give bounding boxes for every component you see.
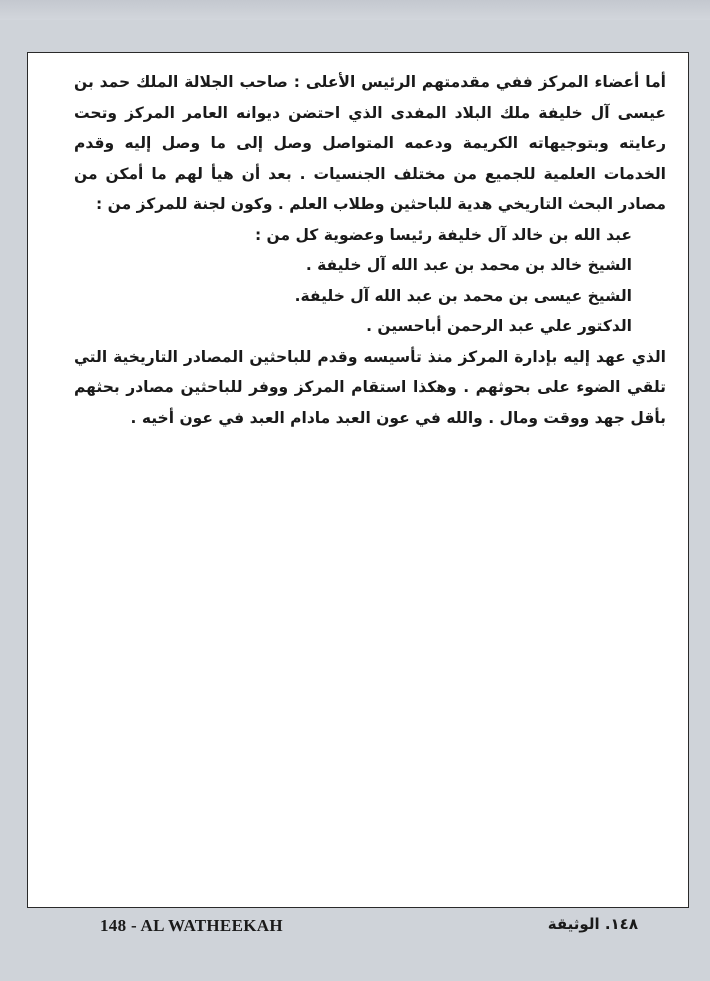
top-background-band — [0, 0, 710, 20]
member-line-isa: الشيخ عيسى بن محمد بن عبد الله آل خليفة. — [294, 286, 632, 305]
document-body — [74, 67, 666, 433]
member-line-khalid: الشيخ خالد بن محمد بن عبد الله آل خليفة . — [305, 256, 632, 274]
footer-page-label-latin: 148 - AL WATHEEKAH — [100, 916, 283, 935]
intro-paragraph: أما أعضاء المركز ففي مقدمتهم الرئيس الأعلى : صاحب الجلالة الملك حمد بن عيسى آل خليفة ملك البلاد المفدى الذي احتضن ديوانه العامر المركز وتحت رعايته وبتوجيهاته الكريمة ودعمه المتواصل وصل إلى ما وصل إليه وقدم الخدمات العلمية للجميع من مختلف الجنسيات . بعد أن هيأ لهم ما أمكن من مصادر البحث التاريخي هدية للباحثين وطلاب العلم . وكون لجنة للمركز من : — [74, 73, 666, 213]
closing-paragraph: الذي عهد إليه بإدارة المركز منذ تأسيسه وقدم للباحثين المصادر التاريخية التي تلقي الضوء على بحوثهم . وهكذا استقام المركز ووفر للباحثين مصادر بحثهم بأقل جهد ووقت ومال . والله في عون العبد مادام العبد في عون أخيه . — [74, 347, 666, 427]
footer-page-label-arabic: ١٤٨. الوثيقة — [547, 915, 638, 933]
member-line-chair: عبد الله بن خالد آل خليفة رئيسا وعضوية كل من : — [254, 225, 632, 244]
member-line-ali: الدكتور علي عبد الرحمن أباحسين . — [366, 317, 632, 335]
committee-member-list — [74, 220, 666, 342]
page-footer — [0, 908, 710, 948]
page-frame — [27, 52, 689, 908]
